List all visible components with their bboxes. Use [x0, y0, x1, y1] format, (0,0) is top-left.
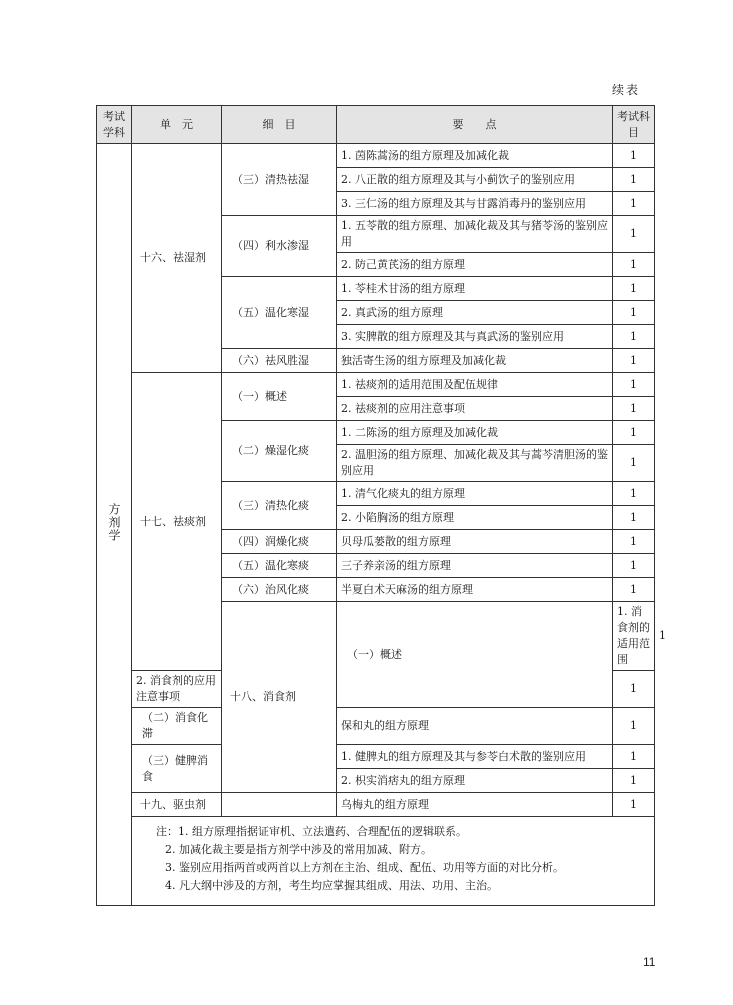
level-cell: 1 — [613, 168, 655, 192]
level-cell: 1 — [613, 554, 655, 578]
point-cell: 独活寄生汤的组方原理及加减化裁 — [337, 349, 613, 373]
point-cell: 2. 八正散的组方原理及其与小蓟饮子的鉴别应用 — [337, 168, 613, 192]
point-cell: 1. 消食剂的适用范围 — [613, 602, 655, 671]
point-cell: 三子养亲汤的组方原理 — [337, 554, 613, 578]
unit-cell: 十九、驱虫剂 — [132, 793, 222, 817]
level-cell: 1 — [613, 793, 655, 817]
item-cell: （二）燥湿化痰 — [222, 421, 337, 482]
table-row — [97, 708, 655, 745]
point-cell: 2. 祛痰剂的应用注意事项 — [337, 397, 613, 421]
header-unit: 单 元 — [132, 106, 222, 144]
unit-cell: 十六、祛湿剂 — [132, 144, 222, 373]
point-cell: 2. 真武汤的组方原理 — [337, 301, 613, 325]
point-cell: 1. 五苓散的组方原理、加减化裁及其与猪苓汤的鉴别应用 — [337, 216, 613, 253]
table-row — [97, 745, 655, 769]
point-cell: 2. 消食剂的应用注意事项 — [132, 671, 222, 708]
subject-cell — [97, 144, 132, 906]
point-cell: 1. 清气化痰丸的组方原理 — [337, 482, 613, 506]
item-cell: （五）温化寒痰 — [222, 554, 337, 578]
header-points: 要 点 — [337, 106, 613, 144]
point-cell: 2. 防己黄芪汤的组方原理 — [337, 253, 613, 277]
syllabus-table — [96, 105, 666, 906]
point-cell: 保和丸的组方原理 — [337, 708, 613, 745]
point-cell: 1. 茵陈蒿汤的组方原理及加减化裁 — [337, 144, 613, 168]
item-cell: （二）消食化滞 — [132, 708, 222, 745]
page-number: 11 — [643, 955, 656, 969]
item-cell: （一）概述 — [337, 602, 613, 708]
level-cell: 1 — [613, 216, 655, 253]
level-cell: 1 — [613, 349, 655, 373]
table-row — [97, 144, 655, 168]
level-cell: 1 — [613, 192, 655, 216]
item-cell: （三）清热祛湿 — [222, 144, 337, 216]
point-cell: 1. 苓桂术甘汤的组方原理 — [337, 277, 613, 301]
header-level: 考试科目 — [613, 106, 655, 144]
point-cell: 2. 小陷胸汤的组方原理 — [337, 506, 613, 530]
level-cell: 1 — [613, 301, 655, 325]
item-cell: （四）利水渗湿 — [222, 216, 337, 277]
level-cell: 1 — [613, 482, 655, 506]
level-cell: 1 — [613, 769, 655, 793]
subject-label: 方剂学 — [107, 502, 121, 542]
unit-cell: 十七、祛痰剂 — [132, 373, 222, 671]
level-cell: 1 — [613, 325, 655, 349]
item-cell: （六）祛风胜湿 — [222, 349, 337, 373]
table-row — [97, 793, 655, 817]
note-line: 4. 凡大纲中涉及的方剂，考生均应掌握其组成、用法、功用、主治。 — [165, 879, 498, 892]
item-cell — [222, 793, 337, 817]
header-item: 细 目 — [222, 106, 337, 144]
point-cell: 1. 二陈汤的组方原理及加减化裁 — [337, 421, 613, 445]
table-row — [97, 373, 655, 397]
item-cell: （五）温化寒湿 — [222, 277, 337, 349]
level-cell: 1 — [613, 373, 655, 397]
level-cell: 1 — [613, 506, 655, 530]
point-cell: 2. 温胆汤的组方原理、加减化裁及其与蒿芩清胆汤的鉴别应用 — [337, 445, 613, 482]
note-line: 注：1. 组方原理指据证审机、立法遣药、合理配伍的逻辑联系。 — [156, 825, 467, 838]
level-cell: 1 — [613, 578, 655, 602]
item-cell: （一）概述 — [222, 373, 337, 421]
note-line: 3. 鉴别应用指两首或两首以上方剂在主治、组成、配伍、功用等方面的对比分析。 — [165, 861, 564, 874]
point-cell: 2. 枳实消痞丸的组方原理 — [337, 769, 613, 793]
level-cell: 1 — [613, 253, 655, 277]
unit-cell: 十八、消食剂 — [222, 602, 337, 793]
table-row: 十八、消食剂 （一）概述 1. 消食剂的适用范围 1 — [97, 602, 655, 671]
point-cell: 贝母瓜蒌散的组方原理 — [337, 530, 613, 554]
level-cell: 1 — [613, 144, 655, 168]
point-cell: 3. 三仁汤的组方原理及其与甘露消毒丹的鉴别应用 — [337, 192, 613, 216]
level-cell: 1 — [613, 397, 655, 421]
point-cell: 半夏白术天麻汤的组方原理 — [337, 578, 613, 602]
note-line: 2. 加减化裁主要是指方剂学中涉及的常用加减、附方。 — [165, 843, 432, 856]
header-subject: 考试学科 — [97, 106, 132, 144]
table-header-row — [97, 106, 655, 144]
level-cell: 1 — [613, 421, 655, 445]
notes-cell — [132, 817, 655, 906]
level-cell: 1 — [613, 745, 655, 769]
level-cell: 1 — [613, 708, 655, 745]
point-cell: 1. 祛痰剂的适用范围及配伍规律 — [337, 373, 613, 397]
item-cell: （四）润燥化痰 — [222, 530, 337, 554]
continued-label: 续表 — [612, 83, 641, 97]
level-cell: 1 — [613, 671, 655, 708]
level-cell: 1 — [613, 445, 655, 482]
item-cell: （六）治风化痰 — [222, 578, 337, 602]
level-cell: 1 — [613, 530, 655, 554]
item-cell: （三）清热化痰 — [222, 482, 337, 530]
item-cell: （三）健脾消食 — [132, 745, 222, 793]
point-cell: 1. 健脾丸的组方原理及其与参苓白术散的鉴别应用 — [337, 745, 613, 769]
level-cell: 1 — [613, 277, 655, 301]
notes-row — [97, 817, 655, 906]
point-cell: 3. 实脾散的组方原理及其与真武汤的鉴别应用 — [337, 325, 613, 349]
point-cell: 乌梅丸的组方原理 — [337, 793, 613, 817]
